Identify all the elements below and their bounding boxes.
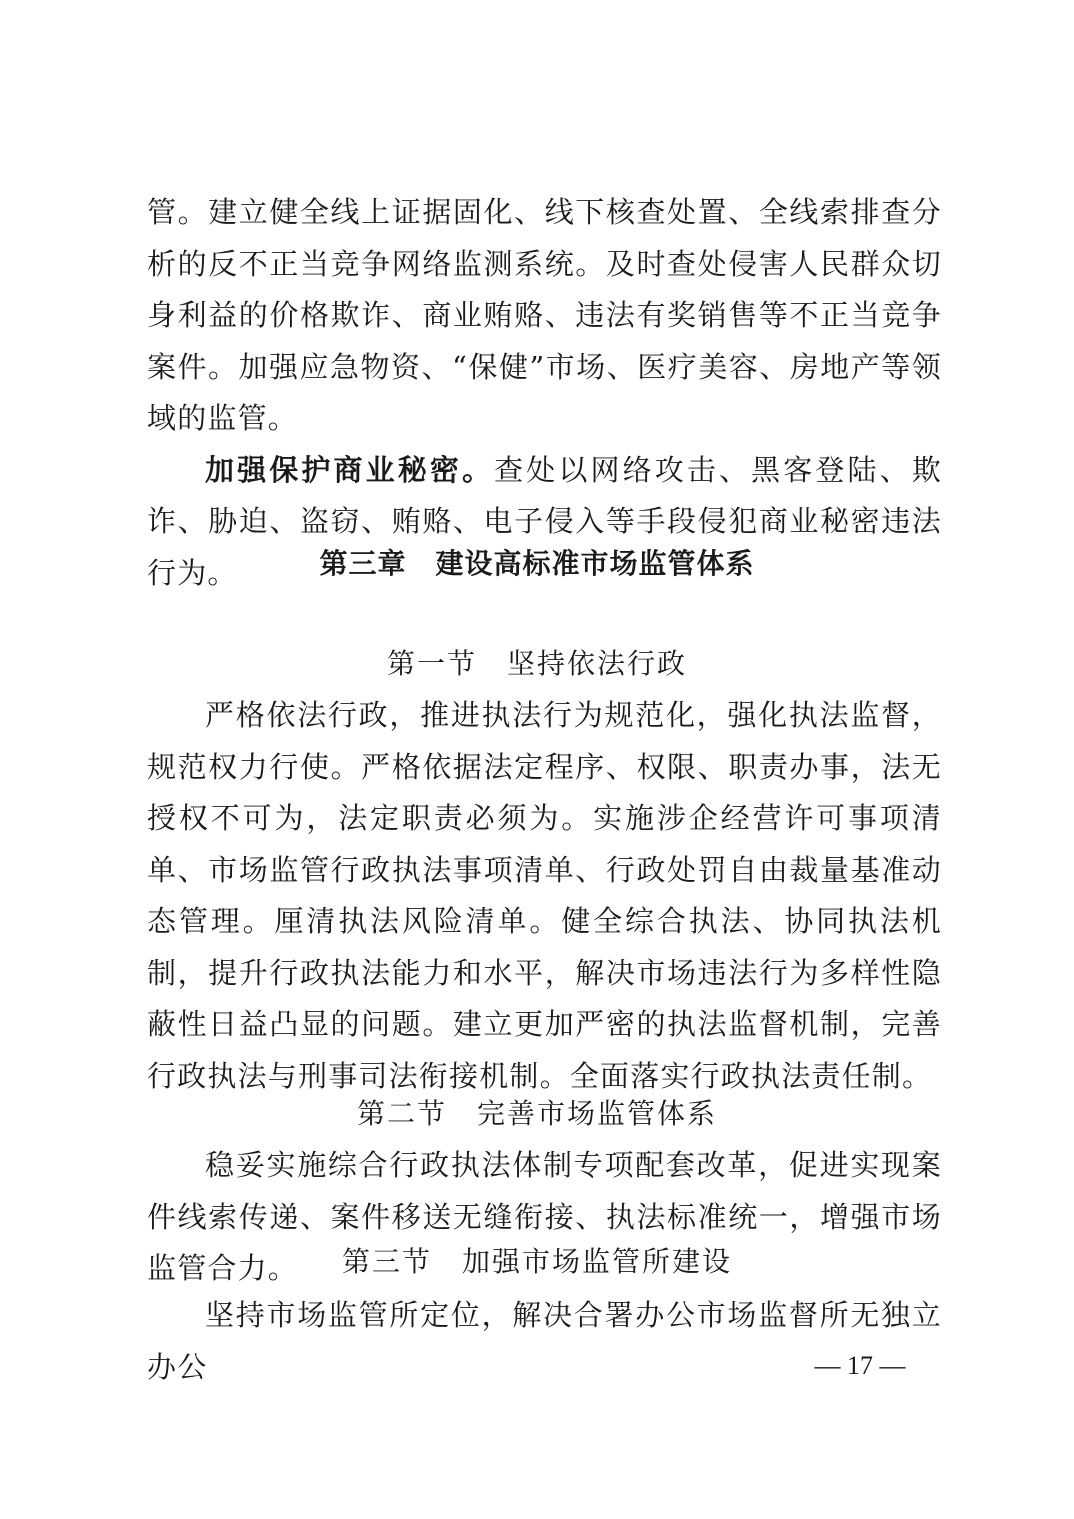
paragraph-lead-heading: 加强保护商业秘密。: [205, 452, 495, 487]
section-3-paragraph: 坚持市场监管所定位，解决合署办公市场监督所无独立办公: [147, 1298, 942, 1384]
section-title-1: 第一节 坚持依法行政: [386, 647, 687, 680]
section-title-2: 第二节 完善市场监管体系: [356, 1097, 717, 1130]
section-1-text-block: [147, 690, 942, 1102]
page-number: — 17 —: [814, 1351, 906, 1380]
section-1-paragraph: 严格依法行政，推进执法行为规范化，强化执法监督，规范权力行使。严格依据法定程序、权限、职责办事，法无授权不可为，法定职责必须为。实施涉企经营许可事项清单、市场监管行政执法事项清单、行政处罚自由裁量基准动态管理。厘清执法风险清单。健全综合执法、协同执法机制，提升行政执法能力和水平，解决市场违法行为多样性隐蔽性日益凸显的问题。建立更加严密的执法监督机制，完善行政执法与刑事司法衔接机制。全面落实行政执法责任制。: [147, 698, 942, 1093]
paragraph-body: 查处以网络攻击、黑客登陆、欺诈、胁迫、盗窃、贿赂、电子侵入等手段侵犯商业秘密违法行为。: [147, 452, 942, 590]
continued-paragraph: 管。建立健全线上证据固化、线下核查处置、全线索排查分析的反不正当竞争网络监测系统。及时查处侵害人民群众切身利益的价格欺诈、商业贿赂、违法有奖销售等不正当竞争案件。加强应急物资、“保健”市场、医疗美容、房地产等领域的监管。: [147, 195, 942, 435]
section-title-3: 第三节 加强市场监管所建设: [341, 1245, 732, 1278]
section-2-paragraph: 稳妥实施综合行政执法体制专项配套改革，促进实现案件线索传递、案件移送无缝衔接、执法标准统一，增强市场监管合力。: [147, 1148, 942, 1285]
opening-text-block: [147, 187, 942, 599]
chapter-title: 第三章 建设高标准市场监管体系: [319, 547, 755, 580]
